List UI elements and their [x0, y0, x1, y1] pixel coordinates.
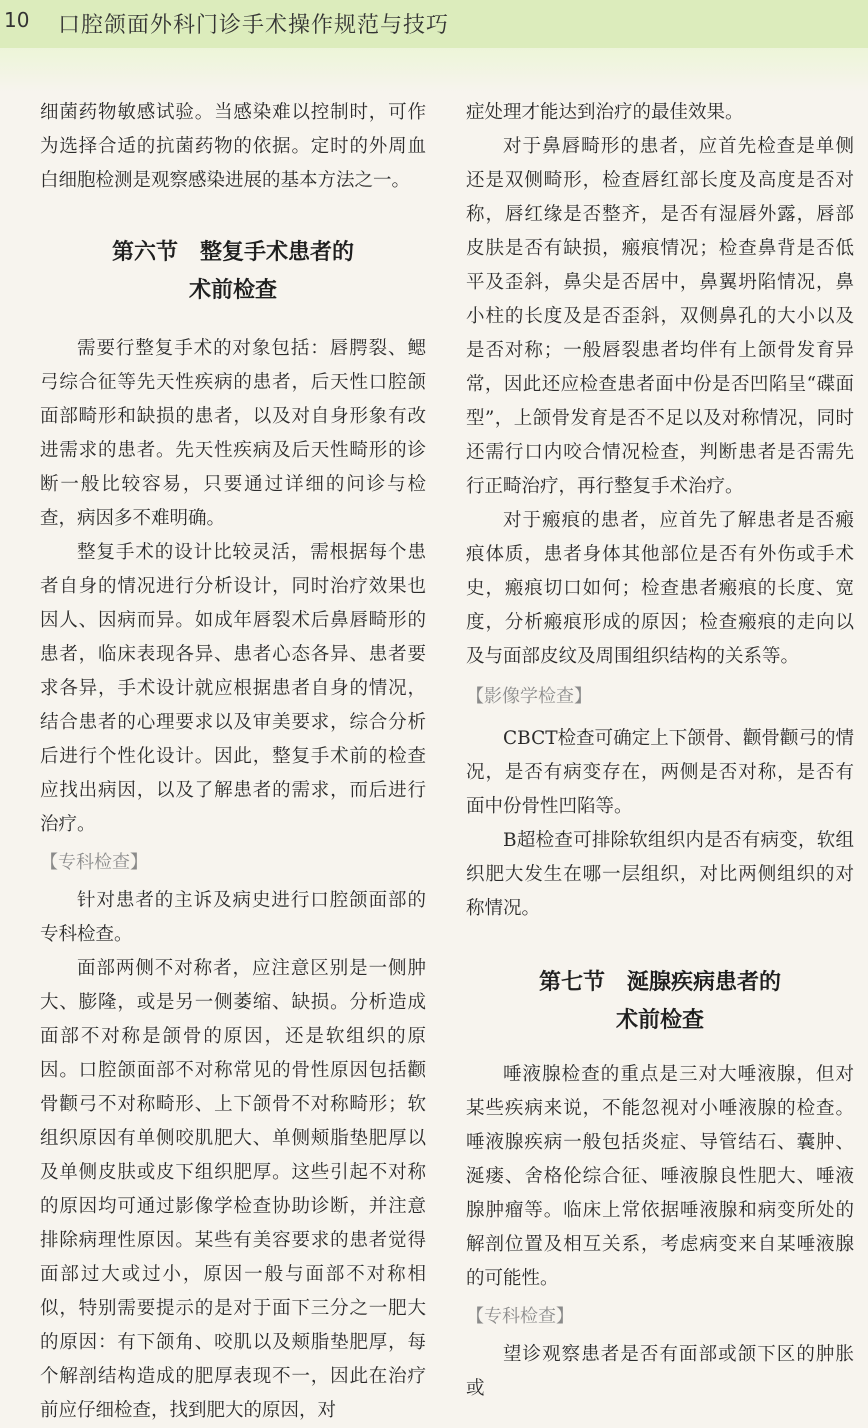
- paragraph: 症处理才能达到治疗的最佳效果。: [466, 102, 744, 123]
- left-column: [40, 96, 426, 1428]
- paragraph: B超检查可排除软组织内是否有病变，软组织肥大发生在哪一层组织，对比两侧组织的对称情况。: [466, 830, 854, 919]
- paragraph: 望诊观察患者是否有面部或颌下区的肿胀或: [466, 1344, 854, 1399]
- paragraph: 对于鼻唇畸形的患者，应首先检查是单侧还是双侧畸形，检查唇红部长度及高度是否对称，唇红缘是否整齐，是否有湿唇外露，唇部皮肤是否有缺损，瘢痕情况；检查鼻背是否低平及歪斜，鼻尖是否居中，鼻翼坍陷情况，鼻小柱的长度及是否歪斜，双侧鼻孔的大小以及是否对称；一般唇裂患者均伴有上颌骨发育异常，因此还应检查患者面中份是否凹陷呈“碟面型”，上颌骨发育是否不足以及对称情况，同时还需行口内咬合情况检查，判断患者是否需先行正畸治疗，再行整复手术治疗。: [466, 136, 854, 497]
- paragraph: 面部两侧不对称者，应注意区别是一侧肿大、膨隆，或是另一侧萎缩、缺损。分析造成面部不对称是颌骨的原因，还是软组织的原因。口腔颌面部不对称常见的骨性原因包括颧骨颧弓不对称畸形、上下颌骨不对称畸形；软组织原因有单侧咬肌肥大、单侧颊脂垫肥厚以及单侧皮肤或皮下组织肥厚。这些引起不对称的原因均可通过影像学检查协助诊断，并注意排除病理性原因。某些有美容要求的患者觉得面部过大或过小，原因一般与面部不对称相似，特别需要提示的是对于面下三分之一肥大的原因：有下颌角、咬肌以及颊脂垫肥厚，每个解剖结构造成的肥厚表现不一，因此在治疗前应仔细检查，找到肥大的原因，对: [40, 958, 426, 1421]
- paragraph: 针对患者的主诉及病史进行口腔颌面部的专科检查。: [40, 890, 426, 945]
- heading-line: 术前检查: [188, 278, 277, 303]
- paragraph: 整复手术的设计比较灵活，需根据每个患者自身的情况进行分析设计，同时治疗效果也因人、因病而异。如成年唇裂术后鼻唇畸形的患者，临床表现各异、患者心态各异、患者要求各异，手术设计就应根据患者自身的情况，结合患者的心理要求以及审美要求，综合分析后进行个性化设计。因此，整复手术前的检查应找出病因，以及了解患者的需求，而后进行治疗。: [40, 542, 426, 835]
- heading-line: 第六节 整复手术患者的: [111, 240, 354, 265]
- section-heading-6: [40, 234, 426, 310]
- heading-line: 第七节 涎腺疾病患者的: [538, 970, 781, 995]
- paragraph: CBCT检查可确定上下颌骨、颧骨颧弓的情况，是否有病变存在，两侧是否对称，是否有面中份骨性凹陷等。: [466, 728, 854, 817]
- subsection-tag: 【专科检查】: [40, 852, 148, 873]
- subsection-tag: 【影像学检查】: [466, 686, 592, 707]
- heading-line: 术前检查: [615, 1008, 704, 1033]
- page-number: 10: [4, 8, 30, 32]
- section-heading-7: [466, 964, 854, 1040]
- paragraph: 细菌药物敏感试验。当感染难以控制时，可作为选择合适的抗菌药物的依据。定时的外周血白细胞检测是观察感染进展的基本方法之一。: [40, 102, 426, 191]
- paragraph: 唾液腺检查的重点是三对大唾液腺，但对某些疾病来说，不能忽视对小唾液腺的检查。唾液腺疾病一般包括炎症、导管结石、囊肿、涎瘘、舍格伦综合征、唾液腺良性肥大、唾液腺肿瘤等。临床上常依据唾液腺和病变所处的解剖位置及相互关系，考虑病变来自某唾液腺的可能性。: [466, 1064, 854, 1289]
- book-title: 口腔颌面外科门诊手术操作规范与技巧: [58, 13, 450, 38]
- paragraph: 需要行整复手术的对象包括：唇腭裂、鳃弓综合征等先天性疾病的患者，后天性口腔颌面部畸形和缺损的患者，以及对自身形象有改进需求的患者。先天性疾病及后天性畸形的诊断一般比较容易，只要通过详细的问诊与检查，病因多不难明确。: [40, 338, 426, 529]
- right-column: [466, 96, 854, 1406]
- page-header: [0, 0, 868, 92]
- paragraph: 对于瘢痕的患者，应首先了解患者是否瘢痕体质，患者身体其他部位是否有外伤或手术史，瘢痕切口如何；检查患者瘢痕的长度、宽度，分析瘢痕形成的原因；检查瘢痕的走向以及与面部皮纹及周围组织结构的关系等。: [466, 510, 854, 667]
- subsection-tag: 【专科检查】: [466, 1306, 574, 1327]
